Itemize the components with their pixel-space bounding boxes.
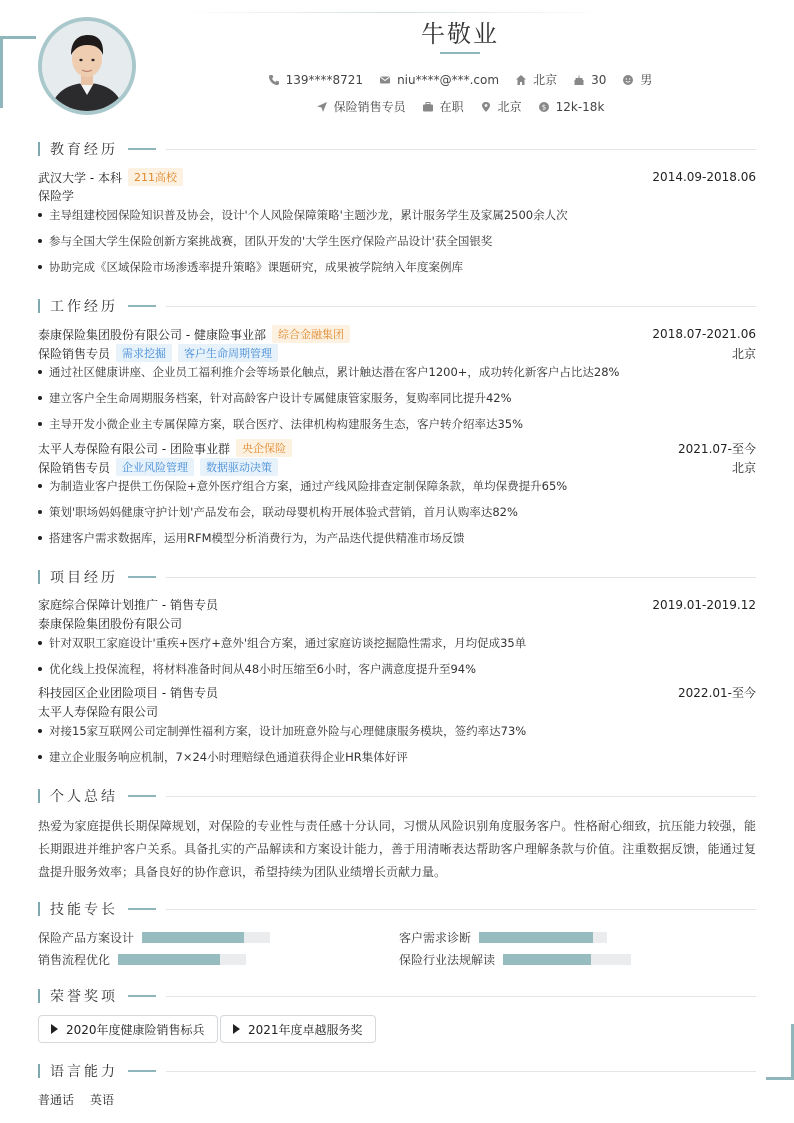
project-org-row [38, 615, 756, 632]
education-bullet: 主导组建校园保险知识普及协会，设计'个人风险保障策略'主题沙龙，累计服务学生及家属2500余人次 [38, 207, 756, 223]
education-bullet: 参与全国大学生保险创新方案挑战赛，团队开发的'大学生医疗保险产品设计'获全国银奖 [38, 233, 756, 249]
position-text: 保险销售专员 [333, 100, 406, 114]
play-triangle-icon [233, 1024, 240, 1034]
role-tag: 企业风险管理 [116, 458, 194, 476]
work-date: 2021.07-至今 [678, 441, 756, 456]
school-tag: 211高校 [128, 168, 183, 186]
project-date: 2019.01-2019.12 [652, 597, 756, 612]
status-info [422, 98, 464, 115]
age-text: 30 [591, 72, 607, 87]
job-intent-row [0, 98, 794, 115]
location-icon [480, 101, 492, 113]
project-bullet: 针对双职工家庭设计'重疾+医疗+意外'组合方案，通过家庭访谈挖掘隐性需求，月均促成35单 [38, 635, 756, 651]
phone-icon [268, 74, 280, 86]
section-title-skills: 技能专长 [50, 902, 118, 918]
award-item [38, 1015, 218, 1043]
svg-text:$: $ [541, 103, 546, 112]
section-title-languages: 语言能力 [50, 1064, 118, 1080]
work-header [38, 439, 756, 457]
skill-name: 客户需求诊断 [399, 931, 472, 945]
project-date: 2022.01-至今 [678, 686, 756, 700]
skill-bar-fill [118, 954, 220, 965]
company-name: 泰康保险集团股份有限公司 - 健康险事业部 [38, 327, 266, 342]
status-text: 在职 [439, 100, 464, 114]
gender-info [622, 71, 652, 88]
award-item [220, 1015, 376, 1043]
section-title-work: 工作经历 [50, 299, 118, 315]
work-city: 北京 [731, 346, 756, 361]
name-underline [440, 52, 480, 54]
project-bullet: 建立企业服务响应机制，7×24小时理赔绿色通道获得企业HR集体好评 [38, 749, 756, 765]
send-icon [316, 101, 328, 113]
work-city: 北京 [731, 460, 756, 475]
role-tag: 需求挖掘 [116, 344, 172, 362]
education-bullet: 协助完成《区域保险市场渗透率提升策略》课题研究，成果被学院纳入年度案例库 [38, 259, 756, 275]
skill-name: 销售流程优化 [38, 953, 111, 967]
language-item: 普通话 [38, 1093, 75, 1107]
candidate-name: 牛敬业 [421, 20, 499, 48]
section-title-project: 项目经历 [50, 570, 118, 586]
section-title-summary: 个人总结 [50, 789, 118, 805]
role: 保险销售专员 [38, 346, 111, 361]
award-text: 2020年度健康险销售标兵 [66, 1022, 205, 1037]
project-header [38, 684, 756, 701]
education-date: 2014.09-2018.06 [652, 170, 756, 184]
email-text: niu****@***.com [397, 72, 500, 87]
role-tag: 数据驱动决策 [200, 458, 278, 476]
skill-bar-fill [142, 932, 244, 943]
corner-decoration-bottom-right [766, 1077, 794, 1080]
position-info [316, 98, 406, 115]
cake-icon [573, 74, 585, 86]
work-role-row [38, 458, 756, 476]
skill-item [399, 951, 631, 968]
briefcase-icon [422, 101, 434, 113]
work-header [38, 325, 756, 343]
role: 保险销售专员 [38, 460, 111, 475]
skill-bar [118, 954, 246, 965]
skill-bar [142, 932, 270, 943]
work-bullet: 通过社区健康讲座、企业员工福利推介会等场景化触点，累计触达潜在客户1200+，成功转化新客户占比达28% [38, 364, 756, 380]
skill-name: 保险产品方案设计 [38, 931, 135, 945]
phone-text: 139****8721 [285, 72, 364, 87]
gender-text: 男 [640, 73, 653, 87]
work-bullet: 主导开发小微企业主专属保障方案，联合医疗、法律机构构建服务生态，客户转介绍率达35% [38, 416, 756, 432]
role-tag: 客户生命周期管理 [178, 344, 278, 362]
target-city-info [480, 98, 522, 115]
summary-text: 热爱为家庭提供长期保障规划，对保险的专业性与责任感十分认同，习惯从风险识别角度服务客户。性格耐心细致，抗压能力较强，能长期跟进并维护客户关系。具备扎实的产品解读和方案设计能力，善于用清晰表达帮助客户理解条款与价值。注重数据反馈，能通过复盘提升服务效率；具备良好的协作意识，希望持续为团队业绩增长贡献力量。 [38, 819, 756, 879]
section-work [38, 296, 756, 316]
school-name: 武汉大学 - 本科 [38, 170, 122, 185]
phone-info [268, 73, 363, 87]
company-tag: 央企保险 [236, 439, 292, 457]
project-title: 科技园区企业团险项目 - 销售专员 [38, 686, 218, 700]
work-bullet: 策划'职场妈妈健康守护计划'产品发布会，联动母婴机构开展体验式营销，首月认购率达82% [38, 504, 756, 520]
project-title: 家庭综合保障计划推广 - 销售专员 [38, 598, 218, 612]
language-item: 英语 [90, 1093, 115, 1107]
section-awards [38, 986, 756, 1006]
skill-bar-fill [503, 954, 591, 965]
home-icon [515, 74, 527, 86]
company-name: 太平人寿保险有限公司 - 团险事业群 [38, 441, 230, 456]
section-summary [38, 786, 756, 806]
work-date: 2018.07-2021.06 [652, 327, 756, 341]
money-icon [538, 101, 550, 113]
section-education [38, 139, 756, 159]
city-info [515, 71, 557, 88]
mail-icon [379, 74, 391, 86]
work-bullet: 建立客户全生命周期服务档案，针对高龄客户设计专属健康管家服务，复购率同比提升42% [38, 390, 756, 406]
work-bullet: 搭建客户需求数据库，运用RFM模型分析消费行为，为产品迭代提供精准市场反馈 [38, 530, 756, 546]
skill-item [38, 951, 246, 968]
skill-bar [479, 932, 607, 943]
email-info [379, 73, 499, 87]
target-city-text: 北京 [497, 100, 522, 114]
project-org: 太平人寿保险有限公司 [38, 705, 159, 719]
language-list [38, 1091, 130, 1108]
project-org-row [38, 703, 756, 720]
smile-icon [622, 74, 634, 86]
section-languages [38, 1061, 756, 1081]
age-info [573, 73, 606, 87]
education-major-row [38, 187, 756, 204]
work-role-row [38, 344, 756, 362]
education-header [38, 168, 756, 186]
project-header [38, 596, 756, 613]
section-project [38, 567, 756, 587]
skill-bar [503, 954, 631, 965]
top-divider [180, 12, 610, 13]
skill-item [38, 929, 270, 946]
work-bullet: 为制造业客户提供工伤保险+意外医疗组合方案，通过产线风险排查定制保障条款，单均保费提升65% [38, 478, 756, 494]
company-tag: 综合金融集团 [272, 325, 350, 343]
play-triangle-icon [51, 1024, 58, 1034]
salary-info [538, 100, 605, 114]
skill-item [399, 929, 607, 946]
project-bullet: 优化线上投保流程，将材料准备时间从48小时压缩至6小时，客户满意度提升至94% [38, 661, 756, 677]
project-org: 泰康保险集团股份有限公司 [38, 617, 183, 631]
contact-info-row [0, 71, 794, 88]
city-text: 北京 [533, 73, 558, 87]
section-title-education: 教育经历 [50, 142, 118, 158]
award-text: 2021年度卓越服务奖 [248, 1022, 363, 1037]
project-bullet: 对接15家互联网公司定制弹性福利方案，设计加班意外险与心理健康服务模块，签约率达73% [38, 723, 756, 739]
salary-text: 12k-18k [555, 99, 605, 114]
section-title-awards: 荣誉奖项 [50, 989, 118, 1005]
section-skills [38, 899, 756, 919]
skill-name: 保险行业法规解读 [399, 953, 496, 967]
skill-bar-fill [479, 932, 593, 943]
major: 保险学 [38, 189, 75, 203]
